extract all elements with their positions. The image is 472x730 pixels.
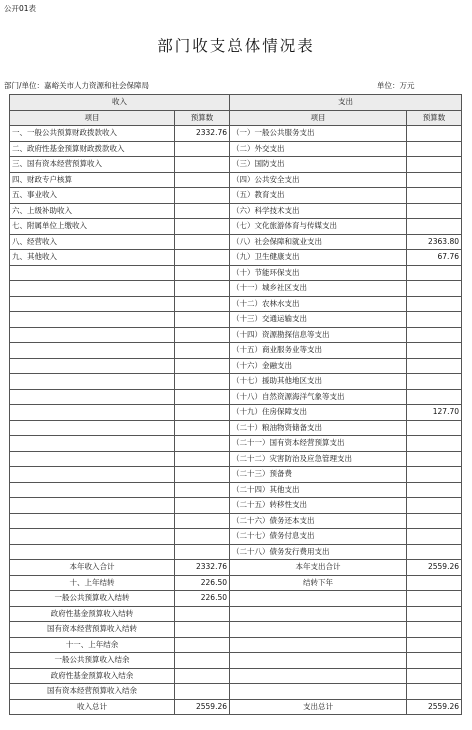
expense-value-cell — [407, 436, 462, 452]
expense-value-cell — [407, 219, 462, 235]
expense-value-cell — [407, 374, 462, 390]
expense-item-cell: 本年支出合计 — [230, 560, 407, 576]
summary-row — [10, 560, 462, 576]
summary-row — [10, 637, 462, 653]
income-value-cell — [175, 405, 230, 421]
income-item-cell: 七、附属单位上缴收入 — [10, 219, 175, 235]
expense-item-cell: （十一）城乡社区支出 — [230, 281, 407, 297]
income-value-cell — [175, 141, 230, 157]
income-item-cell: 四、财政专户核算 — [10, 172, 175, 188]
income-value-cell — [175, 157, 230, 173]
income-item-cell — [10, 405, 175, 421]
expense-item-cell — [230, 653, 407, 669]
table-row — [10, 296, 462, 312]
table-row — [10, 172, 462, 188]
table-row — [10, 451, 462, 467]
expense-value-cell: 67.76 — [407, 250, 462, 266]
income-item-cell — [10, 544, 175, 560]
department-label: 部门/单位：嘉峪关市人力资源和社会保障局 — [4, 81, 150, 90]
income-value-cell: 226.50 — [175, 575, 230, 591]
income-item-cell — [10, 312, 175, 328]
income-value-cell — [175, 374, 230, 390]
income-value-cell — [175, 188, 230, 204]
table-row — [10, 188, 462, 204]
expense-value-cell: 127.70 — [407, 405, 462, 421]
expense-value-cell — [407, 529, 462, 545]
table-row — [10, 203, 462, 219]
income-item-cell — [10, 451, 175, 467]
summary-row — [10, 591, 462, 607]
expense-value-cell — [407, 172, 462, 188]
expense-value-cell: 2559.26 — [407, 560, 462, 576]
expense-value-cell — [407, 343, 462, 359]
expense-value-cell — [407, 591, 462, 607]
expense-value-cell — [407, 296, 462, 312]
income-value-cell — [175, 467, 230, 483]
table-row — [10, 312, 462, 328]
expense-value-cell: 2559.26 — [407, 699, 462, 715]
table-row — [10, 126, 462, 142]
income-item-cell — [10, 467, 175, 483]
income-value-cell — [175, 637, 230, 653]
income-budget-header: 预算数 — [175, 110, 230, 126]
expense-item-cell: （二）外交支出 — [230, 141, 407, 157]
income-value-cell — [175, 327, 230, 343]
expense-value-cell — [407, 420, 462, 436]
expense-section-header: 支出 — [230, 95, 462, 111]
expense-value-cell — [407, 575, 462, 591]
expense-value-cell — [407, 126, 462, 142]
income-value-cell: 2332.76 — [175, 126, 230, 142]
expense-item-cell: （二十三）预备费 — [230, 467, 407, 483]
table-row — [10, 343, 462, 359]
expense-item-cell: （二十）粮油物资储备支出 — [230, 420, 407, 436]
expense-item-cell: （二十六）债务还本支出 — [230, 513, 407, 529]
income-item-cell: 六、上级补助收入 — [10, 203, 175, 219]
expense-value-cell: 2363.80 — [407, 234, 462, 250]
income-value-cell — [175, 343, 230, 359]
expense-item-cell: （二十四）其他支出 — [230, 482, 407, 498]
income-value-cell — [175, 358, 230, 374]
income-item-cell — [10, 296, 175, 312]
table-row — [10, 498, 462, 514]
form-code: 公开01表 — [4, 4, 37, 13]
income-item-cell: 本年收入合计 — [10, 560, 175, 576]
table-row — [10, 405, 462, 421]
income-value-cell — [175, 544, 230, 560]
page-title: 部门收支总体情况表 — [157, 37, 315, 55]
income-item-cell: 一般公共预算收入结转 — [10, 591, 175, 607]
table-row — [10, 513, 462, 529]
expense-item-cell: （三）国防支出 — [230, 157, 407, 173]
section-header-row — [10, 95, 462, 111]
income-value-cell — [175, 234, 230, 250]
expense-item-cell — [230, 606, 407, 622]
expense-item-cell: （十五）商业服务业等支出 — [230, 343, 407, 359]
income-item-cell — [10, 420, 175, 436]
unit-label: 单位：万元 — [377, 81, 415, 90]
income-value-cell — [175, 281, 230, 297]
income-item-cell — [10, 498, 175, 514]
summary-row — [10, 606, 462, 622]
expense-item-cell — [230, 591, 407, 607]
summary-row — [10, 653, 462, 669]
income-value-cell — [175, 265, 230, 281]
income-item-cell — [10, 358, 175, 374]
income-value-cell — [175, 172, 230, 188]
summary-row — [10, 699, 462, 715]
income-item-cell: 一般公共预算收入结余 — [10, 653, 175, 669]
income-value-cell — [175, 296, 230, 312]
income-value-cell: 2559.26 — [175, 699, 230, 715]
income-item-cell: 收入总计 — [10, 699, 175, 715]
income-value-cell — [175, 219, 230, 235]
income-item-cell — [10, 327, 175, 343]
expense-item-cell: （十）节能环保支出 — [230, 265, 407, 281]
income-value-cell — [175, 529, 230, 545]
expense-item-cell — [230, 684, 407, 700]
expense-item-cell: （十八）自然资源海洋气象等支出 — [230, 389, 407, 405]
expense-value-cell — [407, 265, 462, 281]
expense-value-cell — [407, 498, 462, 514]
income-item-cell — [10, 343, 175, 359]
income-item-cell: 一、一般公共预算财政拨款收入 — [10, 126, 175, 142]
summary-row — [10, 684, 462, 700]
expense-item-cell: （九）卫生健康支出 — [230, 250, 407, 266]
income-value-cell — [175, 203, 230, 219]
expense-item-cell — [230, 668, 407, 684]
expense-item-cell: （七）文化旅游体育与传媒支出 — [230, 219, 407, 235]
income-value-cell — [175, 420, 230, 436]
table-row — [10, 544, 462, 560]
table-row — [10, 219, 462, 235]
expense-item-cell — [230, 622, 407, 638]
expense-item-cell: （二十一）国有资本经营预算支出 — [230, 436, 407, 452]
income-value-cell — [175, 684, 230, 700]
expense-item-cell: （二十二）灾害防治及应急管理支出 — [230, 451, 407, 467]
income-value-cell — [175, 653, 230, 669]
expense-value-cell — [407, 141, 462, 157]
table-row — [10, 250, 462, 266]
income-item-cell: 二、政府性基金预算财政拨款收入 — [10, 141, 175, 157]
table-row — [10, 529, 462, 545]
expense-item-cell: （十四）资源勘探信息等支出 — [230, 327, 407, 343]
expense-value-cell — [407, 606, 462, 622]
expense-value-cell — [407, 668, 462, 684]
expense-item-cell: （六）科学技术支出 — [230, 203, 407, 219]
expense-value-cell — [407, 281, 462, 297]
summary-row — [10, 622, 462, 638]
expense-value-cell — [407, 312, 462, 328]
table-row — [10, 389, 462, 405]
expense-value-cell — [407, 684, 462, 700]
expense-item-cell — [230, 637, 407, 653]
table-row — [10, 436, 462, 452]
income-value-cell — [175, 250, 230, 266]
expense-value-cell — [407, 467, 462, 483]
expense-value-cell — [407, 482, 462, 498]
expense-item-cell: （十二）农林水支出 — [230, 296, 407, 312]
table-row — [10, 467, 462, 483]
income-item-cell: 政府性基金预算收入结余 — [10, 668, 175, 684]
table-row — [10, 281, 462, 297]
table-row — [10, 420, 462, 436]
income-value-cell — [175, 606, 230, 622]
expense-item-header: 项目 — [230, 110, 407, 126]
income-value-cell: 2332.76 — [175, 560, 230, 576]
expense-item-cell: （十九）住房保障支出 — [230, 405, 407, 421]
income-value-cell — [175, 482, 230, 498]
column-header-row — [10, 110, 462, 126]
table-row — [10, 482, 462, 498]
summary-row — [10, 668, 462, 684]
expense-item-cell: （五）教育支出 — [230, 188, 407, 204]
table-row — [10, 265, 462, 281]
income-value-cell — [175, 622, 230, 638]
summary-row — [10, 575, 462, 591]
expense-item-cell: （二十八）债务发行费用支出 — [230, 544, 407, 560]
income-value-cell — [175, 513, 230, 529]
table-row — [10, 358, 462, 374]
expense-item-cell: （二十七）债务付息支出 — [230, 529, 407, 545]
income-item-cell: 政府性基金预算收入结转 — [10, 606, 175, 622]
expense-value-cell — [407, 358, 462, 374]
income-item-cell — [10, 513, 175, 529]
income-item-header: 项目 — [10, 110, 175, 126]
table-row — [10, 141, 462, 157]
income-item-cell — [10, 374, 175, 390]
income-item-cell: 八、经营收入 — [10, 234, 175, 250]
table-row — [10, 327, 462, 343]
income-item-cell: 九、其他收入 — [10, 250, 175, 266]
expense-budget-header: 预算数 — [407, 110, 462, 126]
income-item-cell: 五、事业收入 — [10, 188, 175, 204]
expense-value-cell — [407, 653, 462, 669]
income-value-cell — [175, 389, 230, 405]
expense-item-cell: （四）公共安全支出 — [230, 172, 407, 188]
expense-value-cell — [407, 451, 462, 467]
expense-value-cell — [407, 637, 462, 653]
expense-item-cell: 支出总计 — [230, 699, 407, 715]
expense-value-cell — [407, 157, 462, 173]
expense-item-cell: （二十五）转移性支出 — [230, 498, 407, 514]
income-item-cell: 十、上年结转 — [10, 575, 175, 591]
expense-item-cell: （十六）金融支出 — [230, 358, 407, 374]
income-item-cell — [10, 281, 175, 297]
expense-item-cell: （一）一般公共服务支出 — [230, 126, 407, 142]
income-item-cell: 国有资本经营预算收入结转 — [10, 622, 175, 638]
table-row — [10, 374, 462, 390]
income-item-cell — [10, 482, 175, 498]
budget-table — [9, 94, 462, 715]
expense-value-cell — [407, 203, 462, 219]
expense-value-cell — [407, 188, 462, 204]
income-value-cell — [175, 451, 230, 467]
income-value-cell — [175, 498, 230, 514]
expense-item-cell: （十三）交通运输支出 — [230, 312, 407, 328]
income-section-header: 收入 — [10, 95, 230, 111]
expense-value-cell — [407, 622, 462, 638]
expense-item-cell: （八）社会保障和就业支出 — [230, 234, 407, 250]
expense-value-cell — [407, 327, 462, 343]
expense-value-cell — [407, 513, 462, 529]
income-value-cell — [175, 312, 230, 328]
expense-item-cell: （十七）援助其他地区支出 — [230, 374, 407, 390]
income-item-cell — [10, 265, 175, 281]
income-item-cell — [10, 436, 175, 452]
income-value-cell — [175, 668, 230, 684]
income-item-cell: 十一、上年结余 — [10, 637, 175, 653]
expense-value-cell — [407, 544, 462, 560]
income-value-cell — [175, 436, 230, 452]
table-row — [10, 157, 462, 173]
income-value-cell: 226.50 — [175, 591, 230, 607]
income-item-cell — [10, 529, 175, 545]
expense-item-cell: 结转下年 — [230, 575, 407, 591]
income-item-cell: 国有资本经营预算收入结余 — [10, 684, 175, 700]
income-item-cell: 三、国有资本经营预算收入 — [10, 157, 175, 173]
income-item-cell — [10, 389, 175, 405]
expense-value-cell — [407, 389, 462, 405]
table-row — [10, 234, 462, 250]
